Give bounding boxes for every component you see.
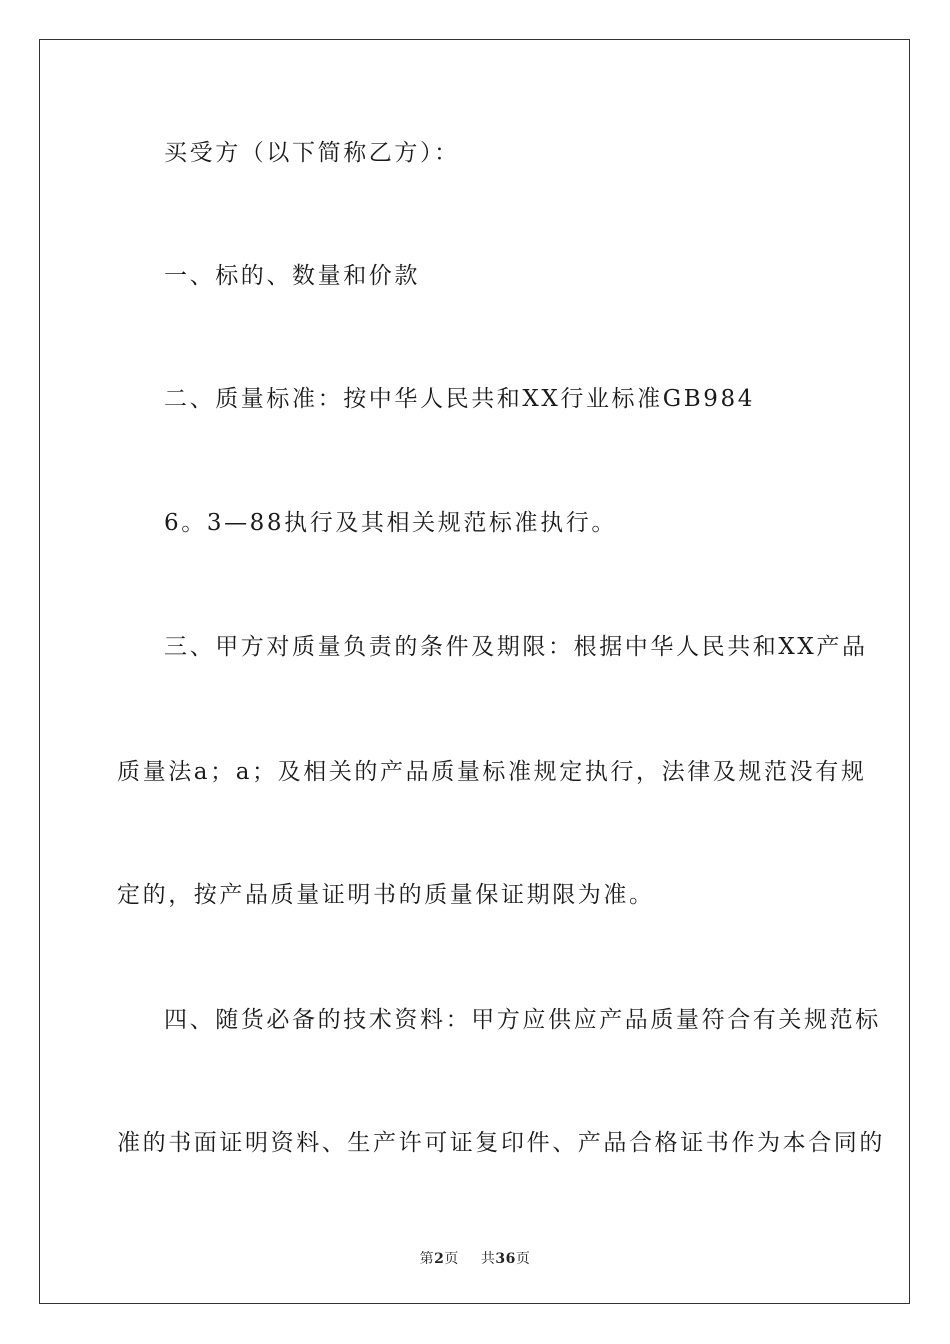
paragraph-line-section-4: 四、随货必备的技术资料：甲方应供应产品质量符合有关规范标 — [164, 1007, 881, 1033]
paragraph-line-section-1: 一、标的、数量和价款 — [164, 263, 420, 289]
paragraph-line-section-2: 二、质量标准：按中华人民共和XX行业标准GB984 — [164, 386, 755, 412]
paragraph-line-section-3: 三、甲方对质量负责的条件及期限：根据中华人民共和XX产品 — [164, 634, 868, 660]
total-suffix: 页 — [515, 1251, 531, 1267]
paragraph-line-section-2-cont: 6。3—88执行及其相关规范标准执行。 — [164, 510, 617, 536]
page-suffix: 页 — [444, 1251, 459, 1267]
page-prefix: 第 — [419, 1251, 435, 1267]
total-prefix: 共 — [480, 1251, 496, 1267]
paragraph-line-buyer: 买受方（以下简称乙方）： — [164, 140, 460, 166]
page-number: 2 — [434, 1251, 445, 1267]
page-border — [39, 39, 910, 1304]
paragraph-line-section-3-cont-2: 定的，按产品质量证明书的质量保证期限为准。 — [117, 882, 655, 908]
paragraph-line-section-4-cont: 准的书面证明资料、生产许可证复印件、产品合格证书作为本合同的 — [117, 1130, 885, 1156]
page-footer — [0, 1248, 950, 1268]
paragraph-line-section-3-cont-1: 质量法a；a；及相关的产品质量标准规定执行，法律及规范没有规 — [117, 759, 867, 785]
total-pages: 36 — [495, 1251, 516, 1267]
